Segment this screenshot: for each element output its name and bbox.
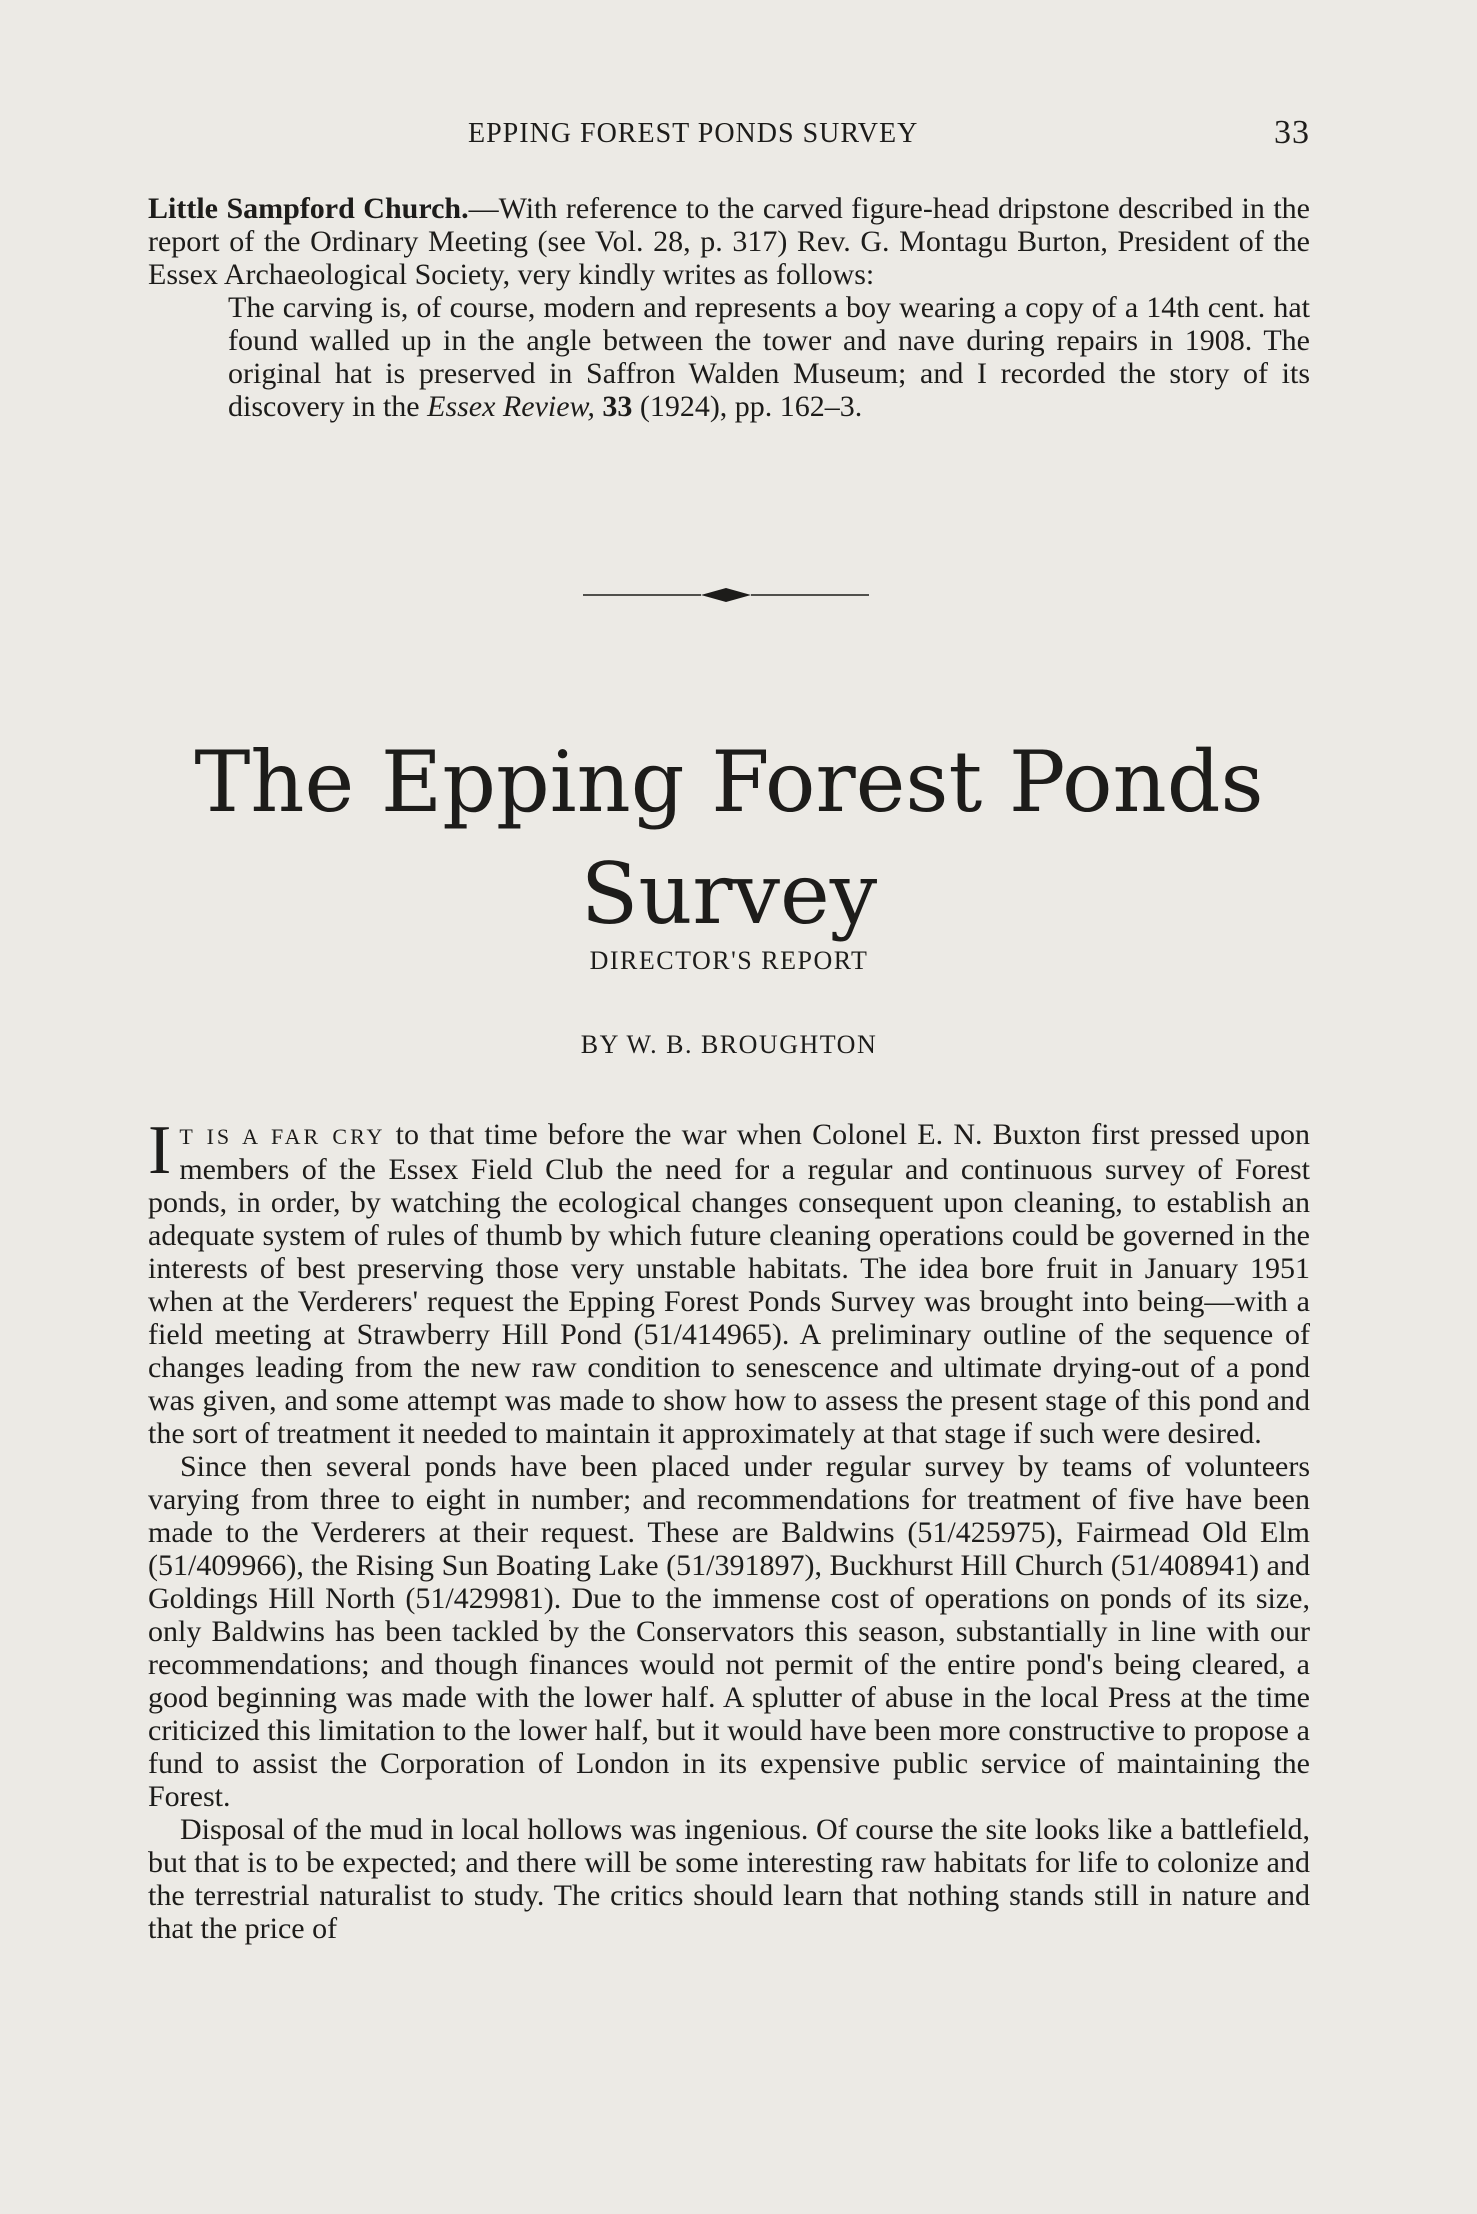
drop-cap: I: [148, 1112, 172, 1189]
body-paragraph-1: [148, 1112, 1311, 1450]
note-intro: —With reference to the carved figure-head dripstone described in the report of the Ordinary Meeting (see Vol. 28, p. 317) Rev. G. Montagu Burton, President of the Essex Archaeological Society, very kindly writes as follows:: [148, 192, 1310, 291]
article-title: The Epping Forest Ponds Survey: [194, 733, 1264, 944]
church-note: [148, 192, 1310, 423]
ornamental-divider: [583, 580, 869, 610]
body-paragraph-3: Disposal of the mud in local hollows was ingenious. Of course the site looks like a battlefield, but that is to be expected; and there will be some interesting raw habitats for life to colonize and the terrestrial naturalist to study. The critics should learn that nothing stands still in nature and that the price of: [148, 1813, 1310, 1945]
page-number: 33: [1274, 114, 1310, 151]
body-paragraph-2: Since then several ponds have been placed under regular survey by teams of volunteers varying from three to eight in number; and recommendations for treatment of five have been made to the Verderers at their request. These are Baldwins (51/425975), Fairmead Old Elm (51/409966), the Rising Sun Boating Lake (51/391897), Buckhurst Hill Church (51/408941) and Goldings Hill North (51/429981). Due to the immense cost of operations on ponds of its size, only Baldwins has been tackled by the Conservators this season, substantially in line with our recommendations; and though finances would not permit of the entire pond's being cleared, a good beginning was made with the lower half. A splutter of abuse in the local Press at the time criticized this limitation to the lower half, but it would have been more constructive to propose a fund to assist the Corporation of London in its expensive public service of maintaining the Forest.: [148, 1450, 1310, 1813]
diamond-ornament-icon: [701, 588, 751, 602]
note-lead: Little Sampford Church.: [148, 192, 469, 225]
running-title: EPPING FOREST PONDS SURVEY: [468, 118, 919, 149]
page-header: [148, 114, 1310, 158]
article-subtitle: DIRECTOR'S REPORT: [589, 946, 869, 975]
quote-journal: Essex Review,: [427, 390, 595, 423]
quote-volume: 33: [594, 390, 633, 423]
note-intro-paragraph: [148, 192, 1310, 291]
note-quotation: [148, 291, 1310, 423]
quote-text: The carving is, of course, modern and represents a boy wearing a copy of a 14th cent. hat found walled up in the angle between the tower and nave during repairs in 1908. The original hat is preserved in Saffron Walden Museum; and I recorded the story of its discovery in the: [228, 291, 1310, 423]
article-body: [148, 1112, 1311, 1945]
opening-small-caps: T IS A FAR CRY: [179, 1124, 386, 1149]
article-byline: BY W. B. BROUGHTON: [580, 1030, 878, 1059]
quote-end: (1924), pp. 162–3.: [632, 390, 863, 423]
paragraph-1-text: to that time before the war when Colonel E. N. Buxton first pressed upon members of the Essex Field Club the need for a regular and continuous survey of Forest ponds, in order, by watching the ecological changes consequent upon cleaning, to establish an adequate system of rules of thumb by which future cleaning operations could be governed in the interests of best preserving those very unstable habitats. The idea bore fruit in January 1951 when at the Verderers' request the Epping Forest Ponds Survey was brought into being—with a field meeting at Strawberry Hill Pond (51/414965). A preliminary outline of the sequence of changes leading from the new raw condition to senescence and ultimate drying-out of a pond was given, and some attempt was made to show how to assess the present stage of this pond and the sort of treatment it needed to maintain it approximately at that stage if such were desired.: [148, 1118, 1311, 1450]
